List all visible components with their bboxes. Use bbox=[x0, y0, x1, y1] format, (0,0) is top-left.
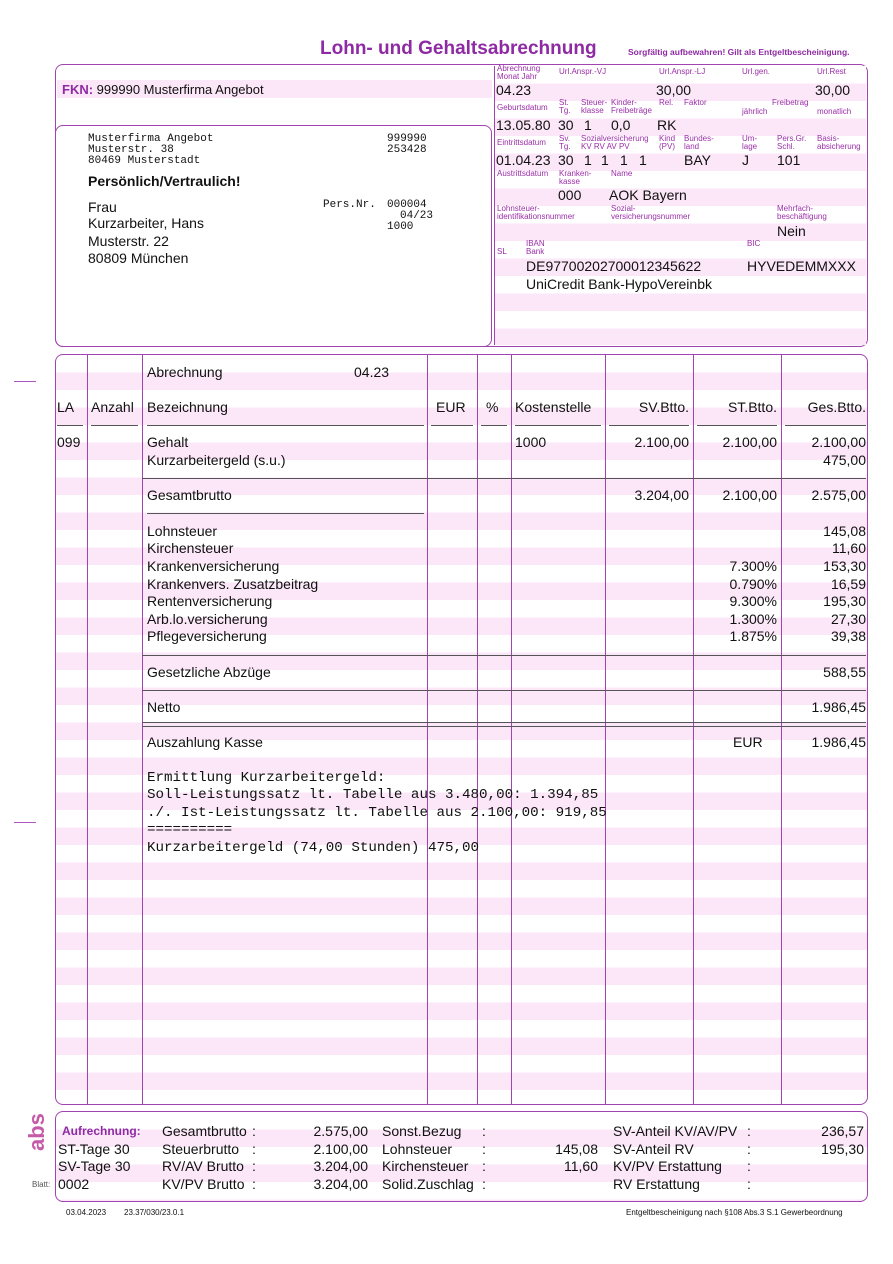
footer-col3-value: 11,60 bbox=[564, 1158, 598, 1174]
separator-5a bbox=[142, 722, 866, 723]
label-steuerklasse-2: klasse bbox=[581, 106, 604, 115]
gehalt-name: Gehalt bbox=[147, 434, 189, 450]
company-code-2: 253428 bbox=[387, 144, 427, 156]
document-subtitle: Sorgfältig aufbewahren! Gilt als Entgeltbescheinigung. bbox=[628, 47, 850, 57]
pers-nr-label: Pers.Nr. bbox=[323, 199, 376, 211]
label-bundesland-1: Bundes- bbox=[684, 134, 714, 143]
deduction-name: Lohnsteuer bbox=[147, 523, 218, 539]
company-code-1: 999990 bbox=[387, 133, 427, 145]
footer-col4-label: SV-Anteil KV/AV/PV bbox=[613, 1123, 738, 1139]
label-sl: SL bbox=[497, 247, 507, 256]
blatt-label: Blatt: bbox=[32, 1180, 51, 1189]
deduction-rate: 7.300% bbox=[729, 558, 777, 574]
footer-col2-sep: : bbox=[252, 1123, 256, 1139]
label-umlage-1: Um- bbox=[742, 134, 758, 143]
separator-3 bbox=[142, 655, 866, 656]
label-bundesland-2: land bbox=[684, 142, 700, 151]
deduction-name: Kirchensteuer bbox=[147, 540, 234, 556]
label-krankenkasse-1: Kranken- bbox=[559, 169, 592, 178]
footer-col2-value: 2.575,00 bbox=[313, 1123, 368, 1139]
legal-note: Entgeltbescheinigung nach §108 Abs.3 S.1 Gewerbeordnung bbox=[626, 1208, 843, 1217]
label-krankenkasse-2: kasse bbox=[559, 177, 580, 186]
label-bic: BIC bbox=[747, 239, 761, 248]
kug-name: Kurzarbeitergeld (s.u.) bbox=[147, 452, 286, 468]
deduction-amount: 145,08 bbox=[823, 523, 866, 539]
recipient-name: Kurzarbeiter, Hans bbox=[88, 215, 204, 231]
header-underline-eur bbox=[431, 425, 473, 426]
value-bundesland: BAY bbox=[684, 152, 711, 168]
gehalt-la: 099 bbox=[57, 434, 81, 450]
footer-col3-sep: : bbox=[482, 1123, 486, 1139]
gesamtbrutto-st: 2.100,00 bbox=[722, 487, 777, 503]
separator-2 bbox=[147, 513, 424, 514]
col-line-la bbox=[87, 355, 88, 1104]
recipient-salutation: Frau bbox=[88, 199, 117, 215]
company-street: Musterstr. 38 bbox=[88, 144, 174, 156]
label-faktor: Faktor bbox=[684, 98, 707, 107]
footer-col2-label: Gesamtbrutto bbox=[162, 1123, 247, 1139]
footer-col3-sep: : bbox=[482, 1141, 486, 1157]
header-underline-ges bbox=[785, 425, 866, 426]
deduction-rate: 1.300% bbox=[729, 611, 777, 627]
gesamtbrutto-name: Gesamtbrutto bbox=[147, 487, 232, 503]
gesetzliche-amount: 588,55 bbox=[823, 664, 866, 680]
kug-calc-title: Ermittlung Kurzarbeitergeld: bbox=[147, 770, 386, 786]
kug-calc-line2: ./. Ist-Leistungssatz lt. Tabelle aus 2.100,00: 919,85 bbox=[147, 805, 607, 821]
label-basis-2: absicherung bbox=[817, 142, 861, 151]
label-basis-1: Basis- bbox=[817, 134, 840, 143]
fkn-value: 999990 Musterfirma Angebot bbox=[96, 82, 264, 97]
deduction-rate: 1.875% bbox=[729, 628, 777, 644]
footer-col4-value: 236,57 bbox=[821, 1123, 864, 1139]
separator-5b bbox=[142, 726, 866, 727]
label-jaehrlich: jährlich bbox=[742, 107, 768, 116]
fold-mark-top bbox=[14, 381, 36, 382]
kug-calc-line3: ========== bbox=[147, 822, 233, 838]
label-name: Name bbox=[611, 169, 633, 178]
blatt-number: 0002 bbox=[58, 1176, 90, 1192]
auszahlung-amount: 1.986,45 bbox=[811, 734, 866, 750]
label-eintrittsdatum: Eintrittsdatum bbox=[497, 138, 546, 147]
header-underline-kst bbox=[515, 425, 601, 426]
kug-ges: 475,00 bbox=[823, 452, 866, 468]
label-st-tg-1: St. bbox=[559, 98, 569, 107]
label-kinderfb-1: Kinder- bbox=[611, 98, 637, 107]
label-iban: IBAN bbox=[526, 239, 545, 248]
value-rel: RK bbox=[657, 117, 677, 133]
label-url-anspr-vj: Url.Anspr.-VJ bbox=[559, 67, 607, 76]
col-line-kst bbox=[605, 355, 606, 1104]
label-mehrfach-2: beschäftigung bbox=[777, 212, 827, 221]
value-pv: 1 bbox=[639, 152, 647, 168]
value-iban: DE97700202700012345622 bbox=[526, 258, 702, 274]
deduction-name: Arb.lo.versicherung bbox=[147, 611, 268, 627]
footer-col2-label: Steuerbrutto bbox=[162, 1141, 240, 1157]
value-rv: 1 bbox=[601, 152, 609, 168]
value-krankenkasse-nr: 000 bbox=[558, 187, 582, 203]
value-steuerklasse: 1 bbox=[584, 117, 592, 133]
label-sv-nr-1: Sozial- bbox=[611, 204, 636, 213]
label-abrechnung-2: Monat Jahr bbox=[497, 72, 538, 81]
gehalt-ges: 2.100,00 bbox=[811, 434, 866, 450]
footer-col2-label: RV/AV Brutto bbox=[162, 1158, 244, 1174]
value-bic: HYVEDEMMXXX bbox=[747, 258, 856, 274]
label-kind-pv-2: (PV) bbox=[659, 142, 675, 151]
label-abrechnung-1: Abrechnung bbox=[497, 64, 541, 73]
label-st-tg-2: Tg. bbox=[559, 106, 571, 115]
footer-col2-value: 3.204,00 bbox=[313, 1176, 368, 1192]
header-anzahl: Anzahl bbox=[91, 399, 134, 415]
footer-col3-sep: : bbox=[482, 1158, 486, 1174]
label-monatlich: monatlich bbox=[817, 107, 852, 116]
value-mehrfach: Nein bbox=[777, 223, 806, 239]
print-version: 23.37/030/23.0.1 bbox=[124, 1208, 185, 1217]
header-underline-la bbox=[57, 425, 83, 426]
footer-col3-label: Lohnsteuer bbox=[382, 1141, 453, 1157]
pers-period: 04/23 bbox=[400, 210, 434, 222]
footer-col3-value: 145,08 bbox=[555, 1141, 598, 1157]
deduction-name: Rentenversicherung bbox=[147, 593, 273, 609]
footer-col3-label: Solid.Zuschlag bbox=[382, 1176, 474, 1192]
deduction-rate: 9.300% bbox=[729, 593, 777, 609]
value-sv-tg: 30 bbox=[558, 152, 574, 168]
deduction-rate bbox=[693, 523, 777, 540]
header-st: ST.Btto. bbox=[727, 399, 777, 415]
footer-col4-value: 195,30 bbox=[821, 1141, 864, 1157]
auszahlung-currency: EUR bbox=[733, 734, 763, 750]
value-persgr: 101 bbox=[777, 152, 801, 168]
header-bezeichnung: Bezeichnung bbox=[147, 399, 228, 415]
header-underline-sv bbox=[609, 425, 689, 426]
abrechnung-label: Abrechnung bbox=[147, 364, 223, 380]
abrechnung-period: 04.23 bbox=[354, 364, 390, 380]
deduction-amount: 27,30 bbox=[830, 611, 866, 627]
label-sozialvers-1: Sozialversicherung bbox=[581, 134, 649, 143]
company-name: Musterfirma Angebot bbox=[88, 133, 214, 145]
label-sv-tg-2: Tg. bbox=[559, 142, 571, 151]
deduction-rate: 0.790% bbox=[729, 576, 777, 592]
label-url-gen: Url.gen. bbox=[742, 67, 771, 76]
col-line-bez bbox=[427, 355, 428, 1104]
label-kind-pv-1: Kind bbox=[659, 134, 676, 143]
header-pct: % bbox=[486, 399, 499, 415]
label-sv-tg-1: Sv. bbox=[559, 134, 570, 143]
deduction-amount: 39,38 bbox=[830, 628, 866, 644]
gesetzliche-name: Gesetzliche Abzüge bbox=[147, 664, 271, 680]
label-bank: Bank bbox=[526, 247, 545, 256]
fkn-line bbox=[62, 82, 264, 97]
gehalt-kst: 1000 bbox=[515, 434, 547, 450]
deduction-amount: 11,60 bbox=[832, 540, 866, 556]
gehalt-sv: 2.100,00 bbox=[634, 434, 689, 450]
footer-col2-value: 2.100,00 bbox=[313, 1141, 368, 1157]
deduction-amount: 195,30 bbox=[823, 593, 866, 609]
document-title: Lohn- und Gehaltsabrechnung bbox=[320, 38, 597, 59]
deduction-name: Krankenversicherung bbox=[147, 558, 280, 574]
col-line-pct bbox=[511, 355, 512, 1104]
label-sv-nr-2: versicherungsnummer bbox=[611, 212, 691, 221]
label-geburtsdatum: Geburtsdatum bbox=[497, 103, 548, 112]
col-line-anzahl bbox=[142, 355, 143, 1104]
aufrechnung-label: Aufrechnung: bbox=[62, 1124, 141, 1138]
label-persgr-2: Schl. bbox=[777, 142, 795, 151]
separator-1 bbox=[142, 478, 866, 479]
footer-col4-label: SV-Anteil RV bbox=[613, 1141, 694, 1157]
value-geburtsdatum: 13.05.80 bbox=[496, 117, 551, 133]
footer-col4-label: RV Erstattung bbox=[613, 1176, 700, 1192]
footer-col3-sep: : bbox=[482, 1176, 486, 1192]
kug-calc-line4: Kurzarbeitergeld (74,00 Stunden) 475,00 bbox=[147, 840, 480, 856]
recipient-city: 80809 München bbox=[88, 250, 189, 266]
footer-col4-sep: : bbox=[747, 1176, 751, 1192]
auszahlung-name: Auszahlung Kasse bbox=[147, 734, 263, 750]
header-underline-pct bbox=[481, 425, 507, 426]
separator-4 bbox=[142, 690, 866, 691]
value-krankenkasse-name: AOK Bayern bbox=[609, 187, 687, 203]
value-av: 1 bbox=[620, 152, 628, 168]
value-monat-jahr: 04.23 bbox=[496, 82, 532, 98]
label-lst-id-1: Lohnsteuer- bbox=[497, 204, 540, 213]
fkn-label: FKN: bbox=[62, 82, 94, 97]
col-line-eur bbox=[477, 355, 478, 1104]
pers-nr: 000004 bbox=[387, 199, 427, 211]
company-city: 80469 Musterstadt bbox=[88, 155, 201, 167]
label-mehrfach-1: Mehrfach- bbox=[777, 204, 814, 213]
footer-col2-sep: : bbox=[252, 1176, 256, 1192]
value-st-tg: 30 bbox=[558, 117, 574, 133]
pers-code: 1000 bbox=[387, 221, 414, 233]
label-umlage-2: lage bbox=[742, 142, 758, 151]
header-underline-bez bbox=[147, 425, 424, 426]
footer-col3-label: Kirchensteuer bbox=[382, 1158, 469, 1174]
recipient-street: Musterstr. 22 bbox=[88, 233, 169, 249]
footer-col4-sep: : bbox=[747, 1123, 751, 1139]
label-sozialvers-2: KV RV AV PV bbox=[581, 142, 630, 151]
netto-amount: 1.986,45 bbox=[811, 699, 866, 715]
label-url-anspr-lj: Url.Anspr.-LJ bbox=[659, 67, 706, 76]
print-date: 03.04.2023 bbox=[66, 1208, 107, 1217]
sv-tage: SV-Tage 30 bbox=[58, 1158, 131, 1174]
netto-name: Netto bbox=[147, 699, 181, 715]
label-lst-id-2: identifikationsnummer bbox=[497, 212, 575, 221]
label-freibetrag: Freibetrag bbox=[772, 98, 809, 107]
deduction-name: Krankenvers. Zusatzbeitrag bbox=[147, 576, 319, 592]
footer-col3-label: Sonst.Bezug bbox=[382, 1123, 462, 1139]
header-la: LA bbox=[57, 399, 75, 415]
value-eintrittsdatum: 01.04.23 bbox=[496, 152, 551, 168]
fold-mark-bottom bbox=[14, 822, 36, 823]
deduction-name: Pflegeversicherung bbox=[147, 628, 267, 644]
footer-col2-sep: : bbox=[252, 1141, 256, 1157]
header-underline-st bbox=[697, 425, 777, 426]
footer-col2-label: KV/PV Brutto bbox=[162, 1176, 245, 1192]
header-eur: EUR bbox=[436, 399, 466, 415]
label-url-rest: Url.Rest bbox=[817, 67, 846, 76]
footer-col2-value: 3.204,00 bbox=[313, 1158, 368, 1174]
deduction-amount: 153,30 bbox=[823, 558, 866, 574]
label-steuerklasse-1: Steuer- bbox=[581, 98, 608, 107]
col-line-sv bbox=[693, 355, 694, 1104]
value-bank: UniCredit Bank-HypoVereinbk bbox=[526, 276, 712, 292]
abs-logo: abs bbox=[24, 1113, 49, 1151]
label-rel: Rel. bbox=[659, 98, 674, 107]
label-persgr-1: Pers.Gr. bbox=[777, 134, 807, 143]
footer-col4-label: KV/PV Erstattung bbox=[613, 1158, 722, 1174]
gesamtbrutto-sv: 3.204,00 bbox=[634, 487, 689, 503]
footer-col4-sep: : bbox=[747, 1141, 751, 1157]
deduction-amount: 16,59 bbox=[830, 576, 866, 592]
value-kinderfb: 0,0 bbox=[611, 117, 631, 133]
header-sv: SV.Btto. bbox=[638, 399, 689, 415]
header-kostenstelle: Kostenstelle bbox=[515, 399, 592, 415]
gesamtbrutto-ges: 2.575,00 bbox=[811, 487, 866, 503]
label-kinderfb-2: Freibeträge bbox=[611, 106, 652, 115]
header-underline-anzahl bbox=[91, 425, 138, 426]
value-kv: 1 bbox=[584, 152, 592, 168]
value-umlage: J bbox=[742, 152, 749, 168]
st-tage: ST-Tage 30 bbox=[58, 1141, 130, 1157]
confidential-note: Persönlich/Vertraulich! bbox=[88, 173, 241, 189]
label-austrittsdatum: Austrittsdatum bbox=[497, 169, 549, 178]
footer-col4-sep: : bbox=[747, 1158, 751, 1174]
value-url-rest: 30,00 bbox=[815, 82, 851, 98]
kug-calc-line1: Soll-Leistungssatz lt. Tabelle aus 3.480,00: 1.394,85 bbox=[147, 787, 599, 803]
gehalt-st: 2.100,00 bbox=[722, 434, 777, 450]
deduction-rate bbox=[693, 540, 777, 557]
footer-col2-sep: : bbox=[252, 1158, 256, 1174]
header-ges: Ges.Btto. bbox=[807, 399, 866, 415]
value-url-anspr-vj: 30,00 bbox=[656, 82, 692, 98]
